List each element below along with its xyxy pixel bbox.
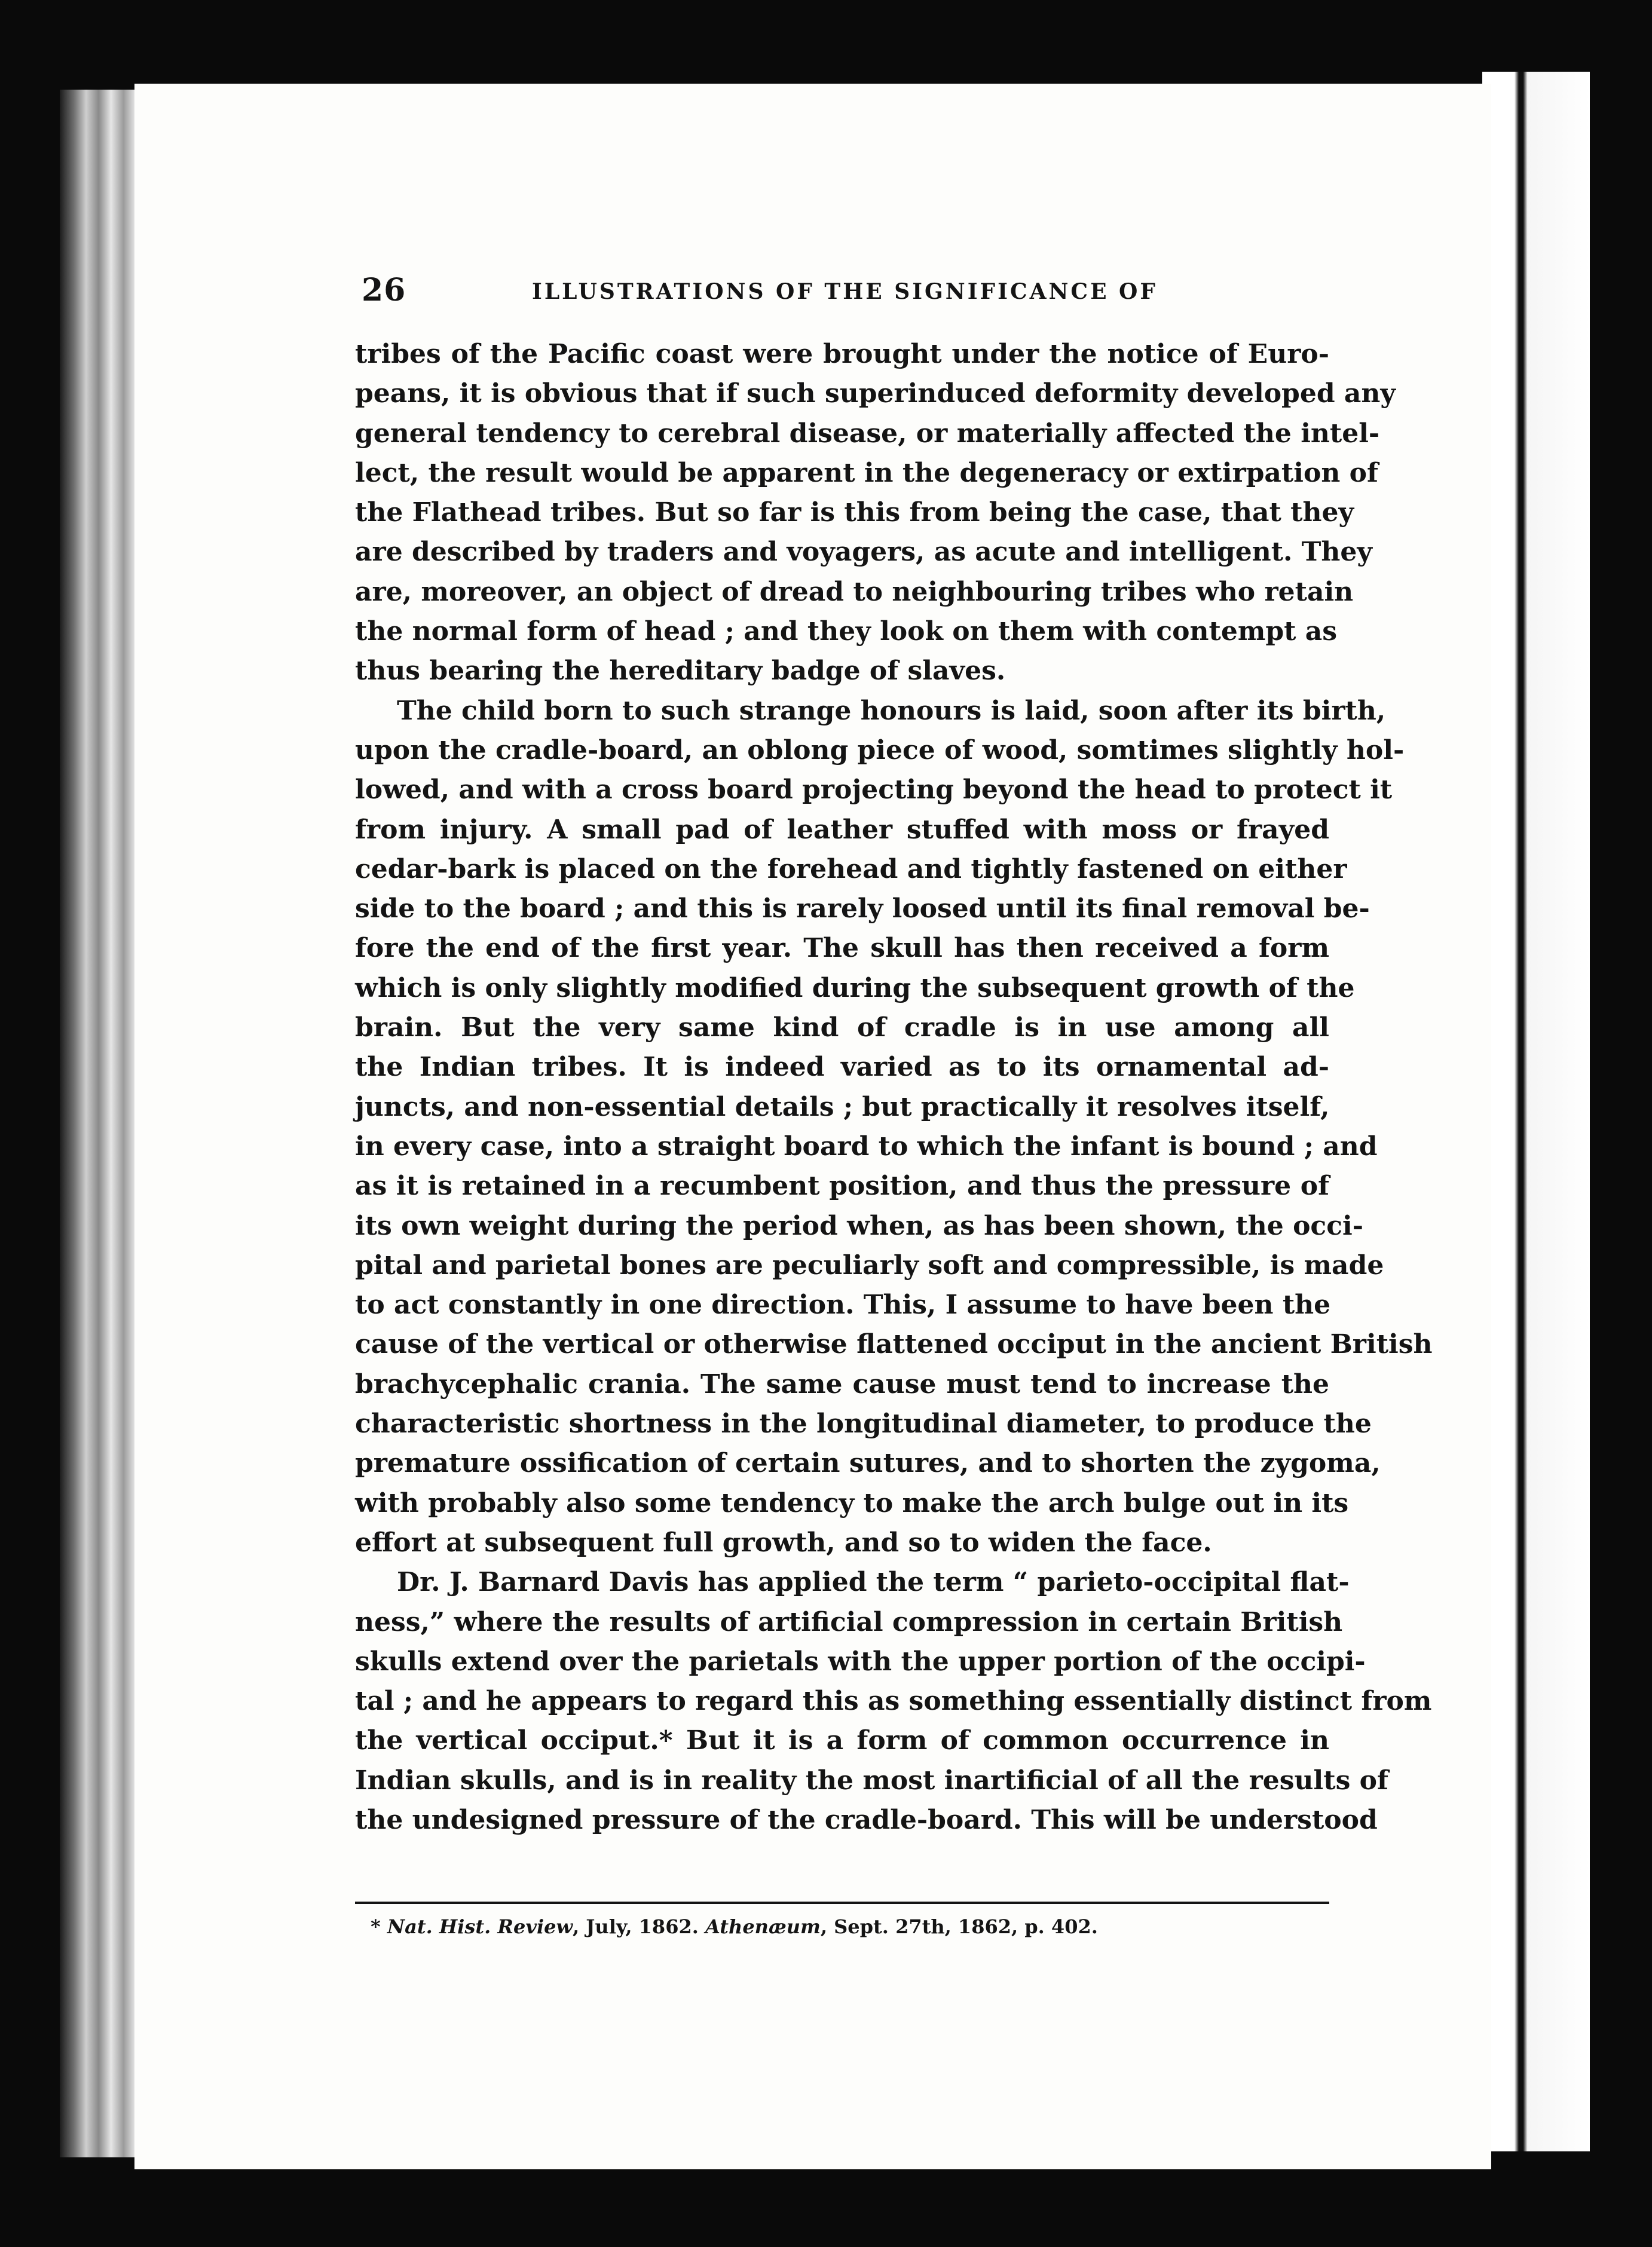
footnote-marker: * [371,1915,381,1938]
text-line: the vertical occiput.* But it is a form of common occurrence in [355,1725,1329,1756]
footnote-magazine-ref: , Sept. 27th, 1862, p. 402. [820,1915,1098,1938]
text-line: the Flathead tribes. But so far is this from being the case, that they [355,497,1354,528]
text-line: skulls extend over the parietals with the upper portion of the occipi- [355,1646,1366,1677]
text-line: which is only slightly modified during the subsequent growth of the [355,972,1355,1003]
text-line: cedar-bark is placed on the forehead and tightly fastened on either [355,853,1347,884]
footnote-journal-date: , July, 1862. [573,1915,699,1938]
text-line: as it is retained in a recumbent position, and thus the pressure of [355,1171,1329,1202]
text-line: the Indian tribes. It is indeed varied as to its ornamental ad- [355,1052,1329,1083]
text-line: ness,” where the results of artificial compression in certain British [355,1606,1343,1637]
right-page-edges [1482,72,1590,2151]
text-line: the undesigned pressure of the cradle-board. This will be understood [355,1804,1378,1835]
text-line: fore the end of the first year. The skull has then received a form [355,933,1329,964]
text-line: lect, the result would be apparent in the degeneracy or extirpation of [355,457,1378,488]
text-line: in every case, into a straight board to which the infant is bound ; and [355,1131,1378,1162]
text-line: tal ; and he appears to regard this as something essentially distinct from [355,1686,1432,1717]
text-line: general tendency to cerebral disease, or materially affected the intel- [355,418,1380,449]
text-line: are described by traders and voyagers, as acute and intelligent. They [355,537,1372,568]
text-line: from injury. A small pad of leather stuffed with moss or frayed [355,814,1329,845]
text-line: juncts, and non-essential details ; but practically it resolves itself, [355,1091,1330,1122]
text-line: with probably also some tendency to make the arch bulge out in its [355,1487,1349,1519]
text-line: tribes of the Pacific coast were brought under the notice of Euro- [355,339,1329,369]
footnote-magazine: Athenæum [705,1915,821,1938]
text-line: brachycephalic crania. The same cause must tend to increase the [355,1369,1329,1400]
text-line: peans, it is obvious that if such superinduced deformity developed any [355,378,1396,409]
text-line: are, moreover, an object of dread to neighbouring tribes who retain [355,576,1354,607]
text-line: effort at subsequent full growth, and so to widen the face. [355,1527,1212,1558]
text-line: characteristic shortness in the longitudinal diameter, to produce the [355,1409,1372,1440]
text-line: thus bearing the hereditary badge of slaves. [355,656,1006,687]
running-head: ILLUSTRATIONS OF THE SIGNIFICANCE OF [532,279,1158,304]
text-line: premature ossification of certain sutures, and to shorten the zygoma, [355,1448,1381,1479]
page-number: 26 [362,272,406,308]
body-text [355,335,1433,1840]
footnote [371,1915,1098,1938]
page-header [362,272,1393,320]
left-page-edges [60,90,137,2157]
text-line: Dr. J. Barnard Davis has applied the term “ parieto-occipital flat- [397,1567,1350,1598]
text-line: lowed, and with a cross board projecting beyond the head to protect it [355,774,1393,806]
text-line: upon the cradle-board, an oblong piece of wood, somtimes slightly hol- [355,734,1405,766]
footnote-journal: Nat. Hist. Review [387,1915,573,1938]
text-line: its own weight during the period when, as has been shown, the occi- [355,1210,1363,1241]
footnote-rule [355,1902,1329,1904]
text-line: the normal form of head ; and they look on them with contempt as [355,616,1338,647]
text-line: The child born to such strange honours is laid, soon after its birth, [397,695,1386,726]
text-line: to act constantly in one direction. This, I assume to have been the [355,1290,1331,1321]
text-line: side to the board ; and this is rarely loosed until its final removal be- [355,893,1370,924]
text-line: brain. But the very same kind of cradle is in use among all [355,1012,1329,1043]
text-line: pital and parietal bones are peculiarly soft and compressible, is made [355,1250,1384,1281]
text-line: cause of the vertical or otherwise flattened occiput in the ancient British [355,1329,1433,1360]
text-line: Indian skulls, and is in reality the most inartificial of all the results of [355,1765,1388,1796]
